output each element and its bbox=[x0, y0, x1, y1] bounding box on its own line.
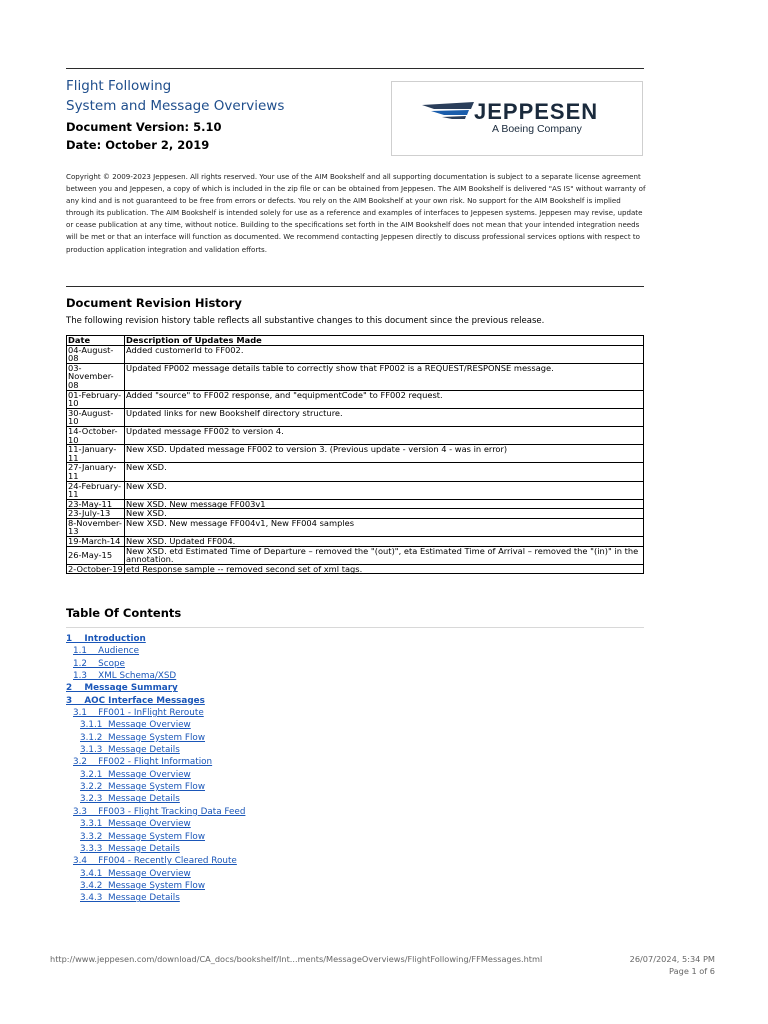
table-row bbox=[67, 564, 644, 574]
document-version: Document Version: 5.10 bbox=[66, 120, 222, 134]
toc-item bbox=[66, 732, 245, 744]
doc-title-line1: Flight Following bbox=[66, 78, 172, 94]
toc-link-ff001-details[interactable]: 3.1.3 Message Details bbox=[80, 745, 180, 756]
toc-link-ff004-overview[interactable]: 3.4.1 Message Overview bbox=[80, 868, 191, 879]
row-description: New XSD. bbox=[125, 481, 644, 499]
toc-link-ff003-overview[interactable]: 3.3.1 Message Overview bbox=[80, 819, 191, 830]
jeppesen-swoosh-icon bbox=[422, 100, 476, 122]
toc-link-ff004-system-flow[interactable]: 3.4.2 Message System Flow bbox=[80, 880, 206, 891]
row-date: 24-February-11 bbox=[67, 481, 125, 499]
toc-item bbox=[66, 868, 245, 880]
toc-link-ff003-details[interactable]: 3.3.3 Message Details bbox=[80, 843, 180, 854]
toc-link-ff004[interactable]: 3.4 FF004 - Recently Cleared Route bbox=[73, 856, 237, 867]
row-date: 03-November-08 bbox=[67, 363, 125, 390]
toc-link-introduction[interactable]: 1 Introduction bbox=[66, 634, 146, 644]
row-description: Added customerId to FF002. bbox=[125, 345, 644, 363]
revision-history-heading: Document Revision History bbox=[66, 296, 242, 310]
row-date: 23-May-11 bbox=[67, 499, 125, 509]
toc-item bbox=[66, 658, 245, 670]
row-date: 11-January-11 bbox=[67, 445, 125, 463]
row-date: 8-November-13 bbox=[67, 518, 125, 536]
toc-link-scope[interactable]: 1.2 Scope bbox=[73, 658, 125, 669]
row-description: Added "source" to FF002 response, and "equipmentCode" to FF002 request. bbox=[125, 390, 644, 408]
logo-brand-text: JEPPESEN bbox=[474, 99, 599, 124]
toc-link-ff004-details[interactable]: 3.4.3 Message Details bbox=[80, 893, 180, 904]
row-description: New XSD. New message FF004v1, New FF004 samples bbox=[125, 518, 644, 536]
row-description: New XSD. bbox=[125, 509, 644, 519]
toc-item bbox=[66, 769, 245, 781]
toc-item bbox=[66, 670, 245, 682]
table-row bbox=[67, 518, 644, 536]
table-row bbox=[67, 509, 644, 519]
footer-page-number: Page 1 of 6 bbox=[669, 966, 715, 976]
table-row bbox=[67, 408, 644, 426]
toc-link-ff003-system-flow[interactable]: 3.3.2 Message System Flow bbox=[80, 831, 206, 842]
table-row bbox=[67, 445, 644, 463]
toc-link-ff003[interactable]: 3.3 FF003 - Flight Tracking Data Feed bbox=[73, 806, 246, 817]
toc-item bbox=[66, 707, 245, 719]
row-description: Updated message FF002 to version 4. bbox=[125, 426, 644, 444]
toc-item bbox=[66, 781, 245, 793]
row-date: 19-March-14 bbox=[67, 537, 125, 547]
copyright-notice: Copyright © 2009-2023 Jeppesen. All rights reserved. Your use of the AIM Bookshelf and all supporting documentation is subject to a separate license agreement between you and Jeppesen, a copy of which is included in the zip file or can be obtained from Jeppesen. The AIM Bookshelf is delivered "AS IS" without warranty of any kind and is not guaranteed to be free from errors or defects. You rely on the AIM Bookshelf at your own risk. No support for the AIM Bookshelf is implied through its publication. The AIM Bookshelf is intended solely for use as a reference and examples of interfaces to Jeppesen systems. Jeppesen may revise, update or cease publication at any time, without notice. Building to the specifications set forth in the AIM Bookshelf does not mean that your intended integration needs will be met or that an interface will function as documented. We recommend contacting Jeppesen directly to discuss professional services options with respect to production application integration and validation efforts. bbox=[66, 172, 646, 254]
logo-tagline: A Boeing Company bbox=[492, 123, 582, 135]
row-description: Updated links for new Bookshelf directory structure. bbox=[125, 408, 644, 426]
table-of-contents bbox=[66, 633, 245, 905]
toc-link-ff001-overview[interactable]: 3.1.1 Message Overview bbox=[80, 720, 191, 731]
table-row bbox=[67, 481, 644, 499]
column-header-date: Date bbox=[67, 336, 125, 346]
table-row bbox=[67, 426, 644, 444]
toc-item bbox=[66, 756, 245, 768]
toc-link-ff002[interactable]: 3.2 FF002 - Flight Information bbox=[73, 757, 213, 768]
toc-item bbox=[66, 806, 245, 818]
row-date: 2-October-19 bbox=[68, 563, 123, 574]
toc-link-ff002-details[interactable]: 3.2.3 Message Details bbox=[80, 794, 180, 805]
top-rule bbox=[66, 68, 644, 69]
toc-item bbox=[66, 892, 245, 904]
row-date: 01-February-10 bbox=[67, 390, 125, 408]
row-description: New XSD. Updated message FF002 to version 3. (Previous update - version 4 - was in error) bbox=[125, 445, 644, 463]
toc-item bbox=[66, 682, 245, 694]
toc-item bbox=[66, 719, 245, 731]
table-row bbox=[67, 345, 644, 363]
footer-datetime: 26/07/2024, 5:34 PM bbox=[629, 954, 715, 964]
footer-url: http://www.jeppesen.com/download/CA_docs/bookshelf/Int...ments/MessageOverviews/FlightFollowing/FFMessages.html bbox=[50, 954, 543, 964]
toc-item bbox=[66, 695, 245, 707]
toc-item bbox=[66, 843, 245, 855]
toc-item bbox=[66, 633, 245, 645]
row-date: 23-July-13 bbox=[67, 509, 125, 519]
row-description: New XSD. New message FF003v1 bbox=[125, 499, 644, 509]
column-header-description: Description of Updates Made bbox=[125, 336, 644, 346]
toc-item bbox=[66, 793, 245, 805]
toc-link-aoc-interface-messages[interactable]: 3 AOC Interface Messages bbox=[66, 695, 205, 706]
doc-title-line2: System and Message Overviews bbox=[66, 98, 285, 114]
toc-link-xml-schema[interactable]: 1.3 XML Schema/XSD bbox=[73, 671, 177, 682]
row-description: Updated FP002 message details table to correctly show that FP002 is a REQUEST/RESPONSE message. bbox=[125, 363, 644, 390]
document-date: Date: October 2, 2019 bbox=[66, 138, 210, 152]
revision-intro: The following revision history table reflects all substantive changes to this document since the previous release. bbox=[66, 316, 545, 326]
toc-rule bbox=[66, 627, 644, 628]
table-row bbox=[67, 363, 644, 390]
table-header-row bbox=[67, 336, 644, 346]
toc-link-audience[interactable]: 1.1 Audience bbox=[73, 646, 140, 657]
row-date: 30-August-10 bbox=[67, 408, 125, 426]
row-date: 14-October-10 bbox=[67, 426, 125, 444]
row-date: 27-January-11 bbox=[67, 463, 125, 481]
row-description: etd Response sample -- removed second set of xml tags. bbox=[125, 564, 644, 574]
toc-item bbox=[66, 831, 245, 843]
toc-item bbox=[66, 880, 245, 892]
toc-link-ff002-system-flow[interactable]: 3.2.2 Message System Flow bbox=[80, 782, 206, 793]
revision-rule bbox=[66, 286, 644, 287]
table-row bbox=[67, 537, 644, 547]
row-description: New XSD. bbox=[125, 463, 644, 481]
row-description: New XSD. etd Estimated Time of Departure – removed the "(out)", eta Estimated Time of Arrival – removed the "(in)" in the annotation. bbox=[125, 546, 644, 564]
revision-history-table bbox=[66, 335, 644, 574]
table-row bbox=[67, 463, 644, 481]
toc-link-message-summary[interactable]: 2 Message Summary bbox=[66, 683, 178, 694]
row-description: New XSD. Updated FF004. bbox=[125, 537, 644, 547]
table-of-contents-heading: Table Of Contents bbox=[66, 606, 182, 620]
table-row bbox=[67, 546, 644, 564]
toc-item bbox=[66, 818, 245, 830]
jeppesen-logo bbox=[391, 81, 643, 156]
toc-item bbox=[66, 645, 245, 657]
toc-item bbox=[66, 855, 245, 867]
toc-link-ff001-system-flow[interactable]: 3.1.2 Message System Flow bbox=[80, 732, 206, 743]
table-row bbox=[67, 390, 644, 408]
row-date: 26-May-15 bbox=[67, 546, 125, 564]
row-date: 04-August-08 bbox=[67, 345, 125, 363]
toc-link-ff002-overview[interactable]: 3.2.1 Message Overview bbox=[80, 769, 191, 780]
toc-link-ff001[interactable]: 3.1 FF001 - InFlight Reroute bbox=[73, 708, 204, 719]
toc-item bbox=[66, 744, 245, 756]
